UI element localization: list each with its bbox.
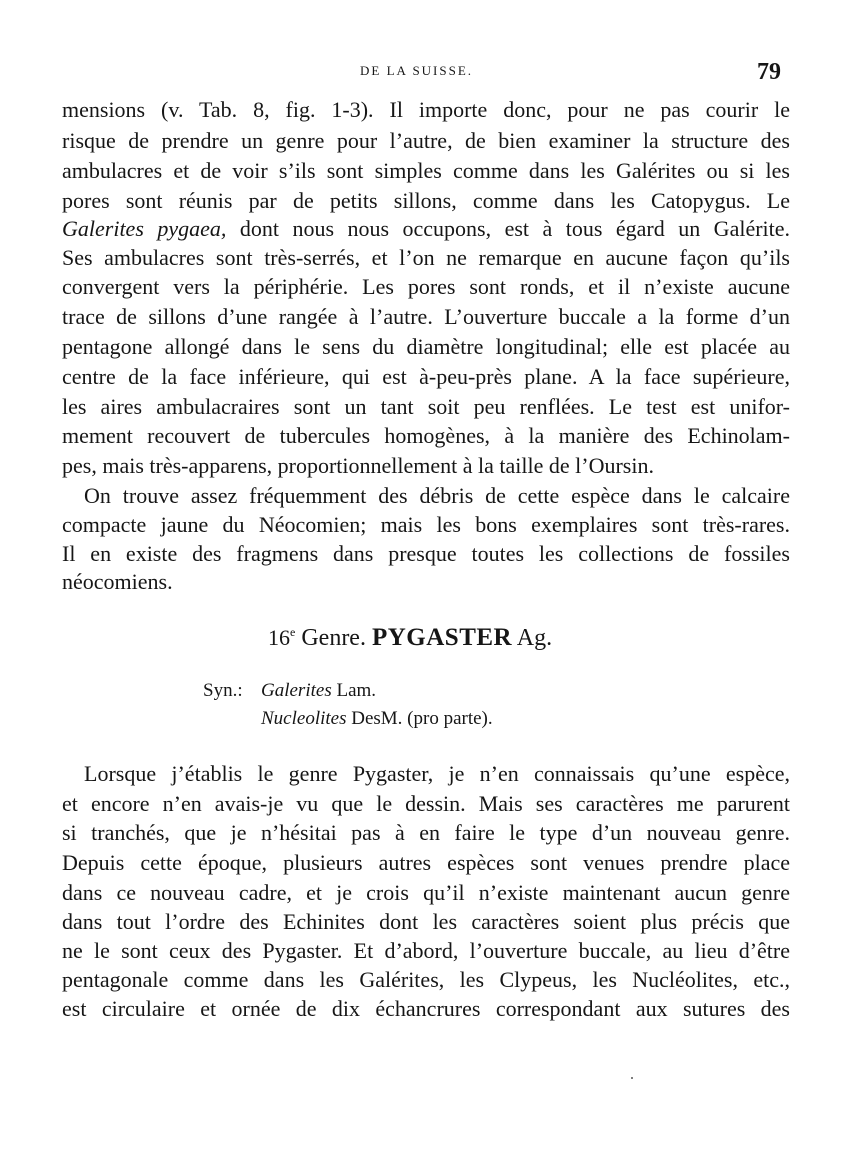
running-head: DE LA SUISSE. [360, 63, 474, 78]
text-span: dont nous nous occupons, est à tous égard un Galérite. [239, 216, 791, 241]
genus-heading [268, 624, 552, 652]
text-line: compacte jaune du Néocomien; mais les bons exemplaires sont très-rares. [62, 512, 790, 537]
text-line: Il en existe des fragmens dans presque toutes les collections de fossiles [62, 541, 790, 566]
text-line: pentagone allongé dans le sens du diamètre longitudinal; elle est placée au [62, 334, 790, 359]
text-line: On trouve assez fréquemment des débris de cette espèce dans le calcaire [84, 483, 790, 508]
text-line: centre de la face inférieure, qui est à-peu-près plane. A la face supérieure, [62, 364, 790, 389]
text-line: convergent vers la périphérie. Les pores sont ronds, et il n’existe aucune [62, 274, 790, 299]
text-line: ambulacres et de voir s’ils sont simples comme dans les Galérites ou si les [62, 158, 790, 183]
synonym-genus: Nucleolites [261, 708, 347, 729]
synonym-entry [261, 708, 493, 730]
text-line: mement recouvert de tubercules homogènes, à la manière des Echinolam- [62, 423, 790, 448]
text-line: mensions (v. Tab. 8, fig. 1-3). Il importe donc, pour ne pas courir le [62, 97, 790, 122]
text-line: trace de sillons d’une rangée à l’autre. L’ouverture buccale a la forme d’un [62, 304, 790, 329]
synonymy-label: Syn.: [203, 680, 243, 701]
text-line: risque de prendre un genre pour l’autre, de bien examiner la structure des [62, 128, 790, 153]
ordinal-superscript: e [290, 625, 296, 639]
text-line: Ses ambulacres sont très-serrés, et l’on ne remarque en aucune façon qu’ils [62, 245, 790, 270]
text-line: pes, mais très-apparens, proportionnellement à la taille de l’Oursin. [62, 453, 654, 478]
text-line: néocomiens. [62, 569, 173, 594]
text-line [62, 215, 790, 243]
synonym-entry [261, 680, 376, 702]
text-line: dans tout l’ordre des Echinites dont les caractères soient plus précis que [62, 909, 790, 934]
genus-number: 16 [268, 625, 290, 650]
genus-word: Genre. [301, 625, 366, 651]
text-line: pores sont réunis par de petits sillons, comme dans les Catopygus. Le [62, 188, 790, 213]
genus-name: PYGASTER [371, 624, 513, 651]
text-line: si tranchés, que je n’hésitai pas à en faire le type d’un nouveau genre. [62, 820, 790, 845]
text-line: est circulaire et ornée de dix échancrures correspondant aux sutures des [62, 996, 790, 1021]
page-number: 79 [757, 59, 781, 85]
text-line: dans ce nouveau cadre, et je crois qu’il n’existe maintenant aucun genre [62, 880, 790, 905]
text-line: pentagonale comme dans les Galérites, les Clypeus, les Nucléolites, etc., [62, 967, 790, 992]
text-line: et encore n’en avais-je vu que le dessin. Mais ses caractères me parurent [62, 791, 790, 816]
genus-author: Ag. [516, 625, 553, 651]
text-line: les aires ambulacraires sont un tant soit peu renflées. Le test est unifor- [62, 394, 790, 419]
synonym-author: DesM. (pro parte). [351, 708, 493, 729]
text-line: Lorsque j’établis le genre Pygaster, je n’en connaissais qu’une espèce, [84, 761, 790, 786]
text-line: Depuis cette époque, plusieurs autres espèces sont venues prendre place [62, 850, 790, 875]
synonym-author: Lam. [336, 680, 377, 701]
paper-speck [631, 1077, 633, 1079]
species-name: Galerites pygaea, [62, 216, 227, 241]
text-line: ne le sont ceux des Pygaster. Et d’abord, l’ouverture buccale, au lieu d’être [62, 938, 790, 963]
synonym-genus: Galerites [261, 680, 332, 701]
